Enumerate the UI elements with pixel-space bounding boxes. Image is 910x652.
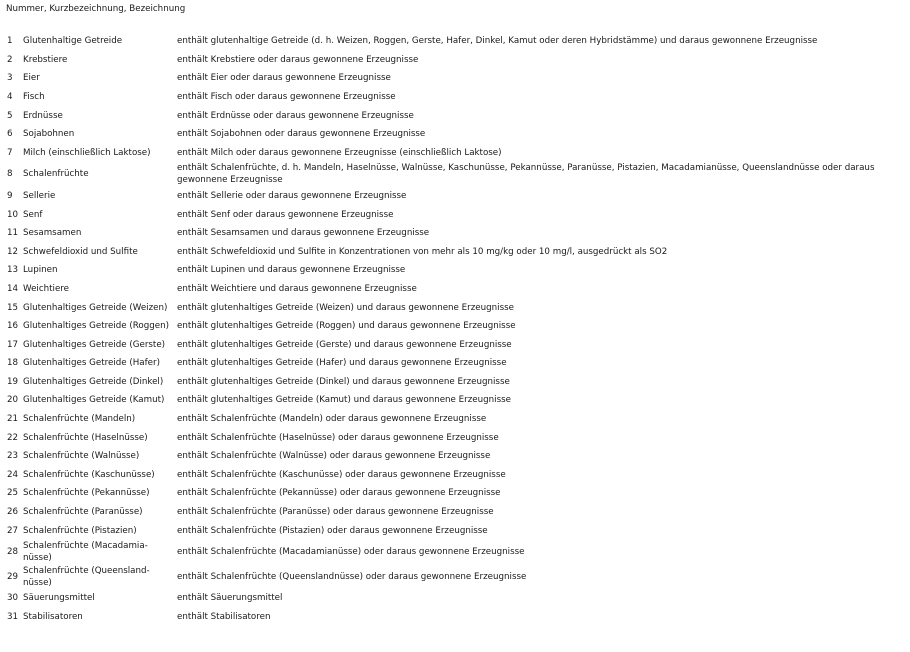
row-short-name: Senf	[23, 209, 43, 220]
row-short-name: Schalenfrüchte (Queensland-nüsse)	[23, 565, 150, 588]
allergen-table	[4, 32, 910, 626]
row-description: enthält Krebstiere oder daraus gewonnene Erzeugnisse	[177, 54, 419, 65]
row-short-name: Schalenfrüchte (Walnüsse)	[23, 451, 140, 462]
row-description: enthält Milch oder daraus gewonnene Erzeugnisse (einschließlich Laktose)	[177, 147, 502, 158]
row-number: 21	[7, 414, 19, 425]
row-description: enthält Sellerie oder daraus gewonnene Erzeugnisse	[177, 190, 407, 201]
table-header: Nummer, Kurzbezeichnung, Bezeichnung	[6, 4, 186, 14]
table-row	[4, 162, 910, 187]
row-number: 15	[7, 302, 19, 313]
table-row	[4, 589, 910, 608]
row-short-name: Glutenhaltiges Getreide (Gerste)	[23, 339, 166, 350]
row-short-name: Schwefeldioxid und Sulfite	[23, 246, 138, 257]
row-description: enthält Schalenfrüchte, d. h. Mandeln, Haselnüsse, Walnüsse, Kaschunüsse, Pekannüsse, Paranüsse, Pistazien, Macadamianüsse, Queenslandnüsse oder daraus gewonnene Erzeugnisse	[177, 163, 875, 186]
row-short-name: Schalenfrüchte (Mandeln)	[23, 414, 136, 425]
row-description: enthält Schalenfrüchte (Kaschunüsse) oder daraus gewonnene Erzeugnisse	[177, 469, 506, 480]
row-description: enthält glutenhaltiges Getreide (Hafer) und daraus gewonnene Erzeugnisse	[177, 358, 507, 369]
row-number: 18	[7, 358, 19, 369]
table-row	[4, 51, 910, 70]
row-description: enthält Stabilisatoren	[177, 611, 271, 622]
table-row	[4, 564, 910, 589]
table-row	[4, 205, 910, 224]
row-number: 8	[7, 169, 13, 180]
table-row	[4, 317, 910, 336]
table-row	[4, 125, 910, 144]
row-short-name: Erdnüsse	[23, 110, 63, 121]
table-row	[4, 298, 910, 317]
row-short-name: Glutenhaltiges Getreide (Hafer)	[23, 358, 160, 369]
table-row	[4, 466, 910, 485]
table-row	[4, 261, 910, 280]
row-short-name: Sojabohnen	[23, 129, 75, 140]
row-description: enthält Schalenfrüchte (Mandeln) oder daraus gewonnene Erzeugnisse	[177, 414, 487, 425]
row-short-name: Glutenhaltige Getreide	[23, 36, 123, 47]
row-number: 10	[7, 209, 19, 220]
table-row	[4, 608, 910, 627]
row-description: enthält Schalenfrüchte (Macadamianüsse) oder daraus gewonnene Erzeugnisse	[177, 547, 525, 558]
table-row	[4, 106, 910, 125]
row-description: enthält Sesamsamen und daraus gewonnene Erzeugnisse	[177, 228, 430, 239]
row-description: enthält Säuerungsmittel	[177, 593, 283, 604]
row-description: enthält Senf oder daraus gewonnene Erzeugnisse	[177, 209, 394, 220]
row-number: 16	[7, 321, 19, 332]
table-row	[4, 280, 910, 299]
table-row	[4, 224, 910, 243]
row-number: 23	[7, 451, 19, 462]
table-row	[4, 88, 910, 107]
row-number: 2	[7, 54, 13, 65]
row-short-name: Schalenfrüchte (Pekannüsse)	[23, 488, 150, 499]
row-description: enthält Schalenfrüchte (Pistazien) oder daraus gewonnene Erzeugnisse	[177, 525, 488, 536]
row-description: enthält glutenhaltiges Getreide (Roggen) und daraus gewonnene Erzeugnisse	[177, 321, 516, 332]
row-number: 26	[7, 507, 19, 518]
row-short-name: Säuerungsmittel	[23, 593, 95, 604]
row-description: enthält glutenhaltiges Getreide (Gerste) und daraus gewonnene Erzeugnisse	[177, 339, 512, 350]
row-short-name: Schalenfrüchte (Paranüsse)	[23, 507, 143, 518]
row-short-name: Sellerie	[23, 190, 56, 201]
row-description: enthält Schalenfrüchte (Walnüsse) oder daraus gewonnene Erzeugnisse	[177, 451, 491, 462]
row-short-name: Glutenhaltiges Getreide (Weizen)	[23, 302, 168, 313]
table-row	[4, 540, 910, 565]
row-short-name: Glutenhaltiges Getreide (Dinkel)	[23, 376, 164, 387]
row-description: enthält Schalenfrüchte (Paranüsse) oder daraus gewonnene Erzeugnisse	[177, 507, 494, 518]
row-number: 4	[7, 92, 13, 103]
table-row	[4, 410, 910, 429]
row-number: 9	[7, 190, 13, 201]
row-number: 29	[7, 571, 19, 582]
table-row	[4, 144, 910, 163]
table-row	[4, 32, 910, 51]
row-short-name: Weichtiere	[23, 283, 70, 294]
row-number: 7	[7, 147, 13, 158]
table-row	[4, 503, 910, 522]
row-description: enthält Schalenfrüchte (Haselnüsse) oder daraus gewonnene Erzeugnisse	[177, 432, 499, 443]
row-short-name: Glutenhaltiges Getreide (Kamut)	[23, 395, 165, 406]
row-number: 3	[7, 73, 13, 84]
row-short-name: Lupinen	[23, 265, 58, 276]
row-number: 12	[7, 246, 19, 257]
row-short-name: Schalenfrüchte	[23, 169, 89, 180]
table-row	[4, 447, 910, 466]
row-short-name: Stabilisatoren	[23, 611, 83, 622]
row-number: 22	[7, 432, 19, 443]
row-description: enthält Schwefeldioxid und Sulfite in Konzentrationen von mehr als 10 mg/kg oder 10 mg/l, ausgedrückt als SO2	[177, 246, 668, 257]
table-row	[4, 242, 910, 261]
row-number: 1	[7, 36, 13, 47]
row-number: 5	[7, 110, 13, 121]
row-description: enthält Sojabohnen oder daraus gewonnene Erzeugnisse	[177, 129, 426, 140]
row-short-name: Schalenfrüchte (Haselnüsse)	[23, 432, 148, 443]
row-description: enthält Schalenfrüchte (Pekannüsse) oder daraus gewonnene Erzeugnisse	[177, 488, 501, 499]
row-number: 28	[7, 547, 19, 558]
table-row	[4, 391, 910, 410]
row-number: 17	[7, 339, 19, 350]
row-description: enthält Erdnüsse oder daraus gewonnene Erzeugnisse	[177, 110, 414, 121]
row-description: enthält glutenhaltige Getreide (d. h. Weizen, Roggen, Gerste, Hafer, Dinkel, Kamut oder deren Hybridstämme) und daraus gewonnene Erzeugnisse	[177, 36, 818, 47]
row-description: enthält glutenhaltiges Getreide (Dinkel) und daraus gewonnene Erzeugnisse	[177, 376, 510, 387]
row-description: enthält glutenhaltiges Getreide (Weizen) und daraus gewonnene Erzeugnisse	[177, 302, 514, 313]
row-short-name: Eier	[23, 73, 40, 84]
table-row	[4, 484, 910, 503]
table-row	[4, 69, 910, 88]
row-short-name: Schalenfrüchte (Macadamia-nüsse)	[23, 541, 148, 564]
row-short-name: Milch (einschließlich Laktose)	[23, 147, 151, 158]
row-description: enthält Weichtiere und daraus gewonnene Erzeugnisse	[177, 283, 417, 294]
row-number: 11	[7, 228, 19, 239]
row-number: 27	[7, 525, 19, 536]
row-short-name: Fisch	[23, 92, 45, 103]
row-number: 20	[7, 395, 19, 406]
table-row	[4, 354, 910, 373]
row-short-name: Krebstiere	[23, 54, 68, 65]
row-short-name: Glutenhaltiges Getreide (Roggen)	[23, 321, 169, 332]
row-number: 24	[7, 469, 19, 480]
row-description: enthält Eier oder daraus gewonnene Erzeugnisse	[177, 73, 391, 84]
table-row	[4, 521, 910, 540]
row-short-name: Schalenfrüchte (Kaschunüsse)	[23, 469, 155, 480]
row-number: 14	[7, 283, 19, 294]
table-row	[4, 428, 910, 447]
table-row	[4, 335, 910, 354]
row-number: 6	[7, 129, 13, 140]
row-description: enthält Lupinen und daraus gewonnene Erzeugnisse	[177, 265, 406, 276]
row-number: 13	[7, 265, 19, 276]
row-number: 31	[7, 611, 19, 622]
row-description: enthält Schalenfrüchte (Queenslandnüsse) oder daraus gewonnene Erzeugnisse	[177, 571, 527, 582]
table-row	[4, 373, 910, 392]
row-number: 19	[7, 376, 19, 387]
table-row	[4, 187, 910, 206]
row-description: enthält Fisch oder daraus gewonnene Erzeugnisse	[177, 92, 396, 103]
row-number: 30	[7, 593, 19, 604]
row-short-name: Schalenfrüchte (Pistazien)	[23, 525, 137, 536]
row-number: 25	[7, 488, 19, 499]
row-description: enthält glutenhaltiges Getreide (Kamut) und daraus gewonnene Erzeugnisse	[177, 395, 511, 406]
row-short-name: Sesamsamen	[23, 228, 82, 239]
